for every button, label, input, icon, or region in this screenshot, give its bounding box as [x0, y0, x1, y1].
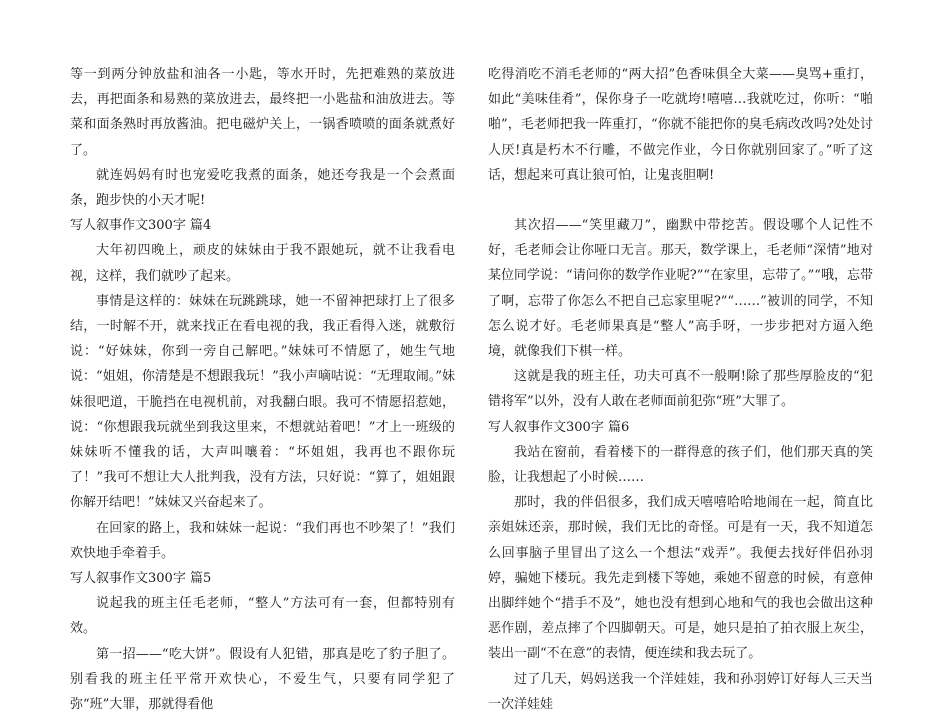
section-heading: 写人叙事作文300字 篇4: [70, 218, 212, 234]
paragraph: 在回家的路上，我和妹妹一起说：“我们再也不吵架了！”我们欢快地手牵着手。: [70, 520, 455, 561]
paragraph: 说起我的班主任毛老师，“整人”方法可有一套，但都特别有效。: [70, 596, 455, 637]
paragraph: 事情是这样的：妹妹在玩跳跳球，她一不留神把球打上了很多结，一时解不开，就来找正在看电视的我，我正看得入迷，就敷衍说：“好妹妹，你到一旁自己解吧。”妹妹可不情愿了，她生气地说：“姐姐，你清楚是不想跟我玩！”我小声嘀咕说：“无理取闹。”妹妹很吧道，干脆挡在电视机前，对我翻白眼。我可不情愿招惹她，说：“你想跟我玩就坐到我这里来，不想就站着吧！”才上一班级的妹妹听不懂我的话，大声叫嚷着：“坏姐姐，我再也不跟你玩了！”我可不想让大人批判我，没有方法，只好说：“算了，姐姐跟你解开结吧！”妹妹又兴奋起来了。: [70, 293, 455, 511]
paragraph: 那时，我的伴侣很多，我们成天嘻嘻哈哈地闹在一起，简直比亲姐妹还亲，那时候，我们无比的奇怪。可是有一天，我不知道怎么回事脑子里冒出了这么一个想法“戏弄”。我便去找好伴侣孙羽婷，骗她下楼玩。我先走到楼下等她，乘她不留意的时候，有意伸出脚绊她个“措手不及”，她也没有想到心地和气的我也会做出这种恶作剧，差点摔了个四脚朝天。可是，她只是拍了拍衣服上灰尘，装出一副“不在意”的表情，便连续和我去玩了。: [488, 495, 873, 662]
paragraph: 其次招——“笑里藏刀”，幽默中带挖苦。假设哪个人记性不好，毛老师会让你哑口无言。那天，数学课上，毛老师“深情”地对某位同学说：“请问你的数学作业呢?”“在家里，忘带了。”“哦，忘带了啊，忘带了你怎么不把自己忘家里呢?”“……”被训的同学，不知怎么说才好。毛老师果真是“整人”高手呀，一步步把对方逼入绝境，就像我们下棋一样。: [488, 218, 873, 360]
paragraph: 大年初四晚上，顽皮的妹妹由于我不跟她玩，就不让我看电视，这样，我们就吵了起来。: [70, 243, 455, 284]
paragraph: 等一到两分钟放盐和油各一小匙，等水开时，先把难熟的菜放进去，再把面条和易熟的菜放进去，最终把一小匙盐和油放进去。等菜和面条熟时再放酱油。把电磁炉关上，一锅香喷喷的面条就煮好了。: [70, 67, 455, 158]
paragraph: 第一招——“吃大饼”。假设有人犯错，那真是吃了豹子胆了。别看我的班主任平常开欢快心，不爱生气，只要有同学犯了弥“班”大罪，那就得看他: [70, 646, 455, 713]
paragraph: 吃得消吃不消毛老师的“两大招”色香味俱全大菜——臭骂+重打，如此“美味佳肴”，保你身子一吃就垮!嘻嘻…我就吃过，你听：“啪啪”，毛老师把我一阵重打，“你就不能把你的臭毛病改改吗?处处讨人厌!真是朽木不行雕，不做完作业，今日你就别回家了。”听了这话，想起来可真让狼可怕，让鬼丧胆啊!: [488, 67, 873, 183]
paragraph: 就连妈妈有时也宠爱吃我煮的面条，她还夸我是一个会煮面条，跑步快的小天才呢!: [70, 167, 455, 209]
paragraph: 过了几天，妈妈送我一个洋娃娃，我和孙羽婷订好每人三天当一次洋娃娃: [488, 671, 873, 712]
paragraph: 这就是我的班主任，功夫可真不一般啊!除了那些厚脸皮的“犯错将军”以外，没有人敢在老师面前犯弥“班”大罪了。: [488, 369, 873, 410]
paragraph: 我站在窗前，看着楼下的一群得意的孩子们，他们那天真的笑脸，让我想起了小时候……: [488, 444, 873, 486]
right-column: [488, 62, 873, 717]
left-column: [70, 62, 455, 717]
section-heading: 写人叙事作文300字 篇6: [488, 419, 630, 435]
section-heading: 写人叙事作文300字 篇5: [70, 571, 212, 587]
paragraph-gap: [488, 188, 873, 213]
